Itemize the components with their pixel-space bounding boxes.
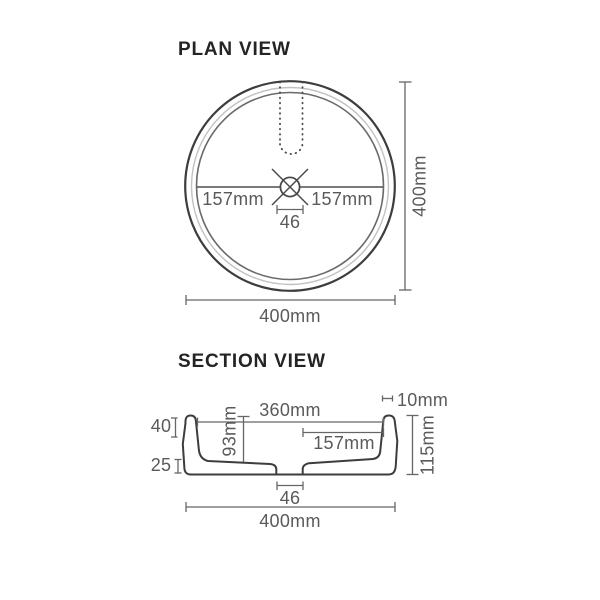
plan-view-title: PLAN VIEW: [178, 39, 291, 60]
plan-dim-line-width: [186, 295, 395, 305]
section-dim-label-wall: 10mm: [397, 390, 449, 410]
plan-dim-label-drain: 46: [279, 212, 301, 232]
plan-dim-label-157-left: 157mm: [202, 189, 264, 209]
section-dim-label-drain: 46: [279, 488, 301, 508]
section-dim-label-inner-width: 360mm: [259, 400, 321, 420]
plan-dim-label-157-right: 157mm: [311, 189, 373, 209]
section-dim-label-base-height: 25: [150, 455, 172, 475]
section-dim-label-overall-width: 400mm: [259, 511, 321, 531]
section-dim-label-total-height: 115mm: [417, 414, 438, 476]
section-dim-line-wall: [383, 396, 393, 402]
plan-dim-label-width: 400mm: [259, 306, 321, 326]
plan-dim-label-height: 400mm: [409, 155, 430, 217]
section-dim-bracket-rim: [171, 418, 178, 437]
section-view-title: SECTION VIEW: [178, 351, 326, 372]
section-dim-label-rim-height: 40: [150, 416, 172, 436]
section-dim-label-bowl-depth: 93mm: [219, 405, 240, 457]
section-dim-bracket-base: [175, 460, 182, 474]
section-dim-label-half-width: 157mm: [313, 433, 375, 453]
